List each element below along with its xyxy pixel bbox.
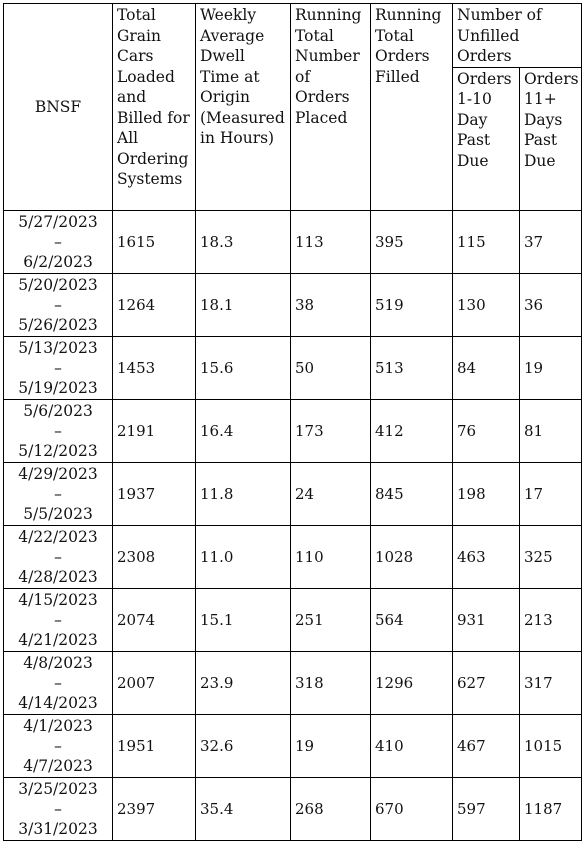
orders-filled-cell: 670 [371,777,453,840]
dwell-time-cell: 16.4 [196,399,291,462]
week-range-cell [4,399,113,462]
table-row [4,462,582,525]
orders-filled-cell: 564 [371,588,453,651]
orders-placed-cell: 251 [291,588,371,651]
week-range-cell [4,210,113,273]
week-range-cell [4,714,113,777]
week-end-date: 5/19/2023 [18,378,98,397]
date-separator: – [54,232,62,251]
dwell-time-cell: 35.4 [196,777,291,840]
date-separator: – [54,736,62,755]
orders-filled-cell: 395 [371,210,453,273]
unfilled-1-10-cell: 76 [453,399,520,462]
unfilled-1-10-header: Orders 1-10 Day Past Due [453,67,520,210]
unfilled-11-plus-cell: 1187 [520,777,582,840]
week-start-date: 4/15/2023 [18,590,98,609]
unfilled-11-plus-cell: 317 [520,651,582,714]
unfilled-1-10-cell: 198 [453,462,520,525]
table-body [4,210,582,840]
week-range-cell [4,588,113,651]
total-cars-cell: 1951 [113,714,196,777]
week-end-date: 4/28/2023 [18,567,98,586]
week-start-date: 5/13/2023 [18,338,98,357]
week-range-cell [4,525,113,588]
unfilled-11-plus-cell: 81 [520,399,582,462]
unfilled-1-10-cell: 931 [453,588,520,651]
dwell-time-cell: 18.3 [196,210,291,273]
orders-filled-cell: 513 [371,336,453,399]
total-cars-cell: 2308 [113,525,196,588]
week-end-date: 5/26/2023 [18,315,98,334]
date-separator: – [54,547,62,566]
orders-filled-cell: 1028 [371,525,453,588]
unfilled-11-plus-cell: 213 [520,588,582,651]
orders-filled-cell: 845 [371,462,453,525]
table-row [4,714,582,777]
total-cars-cell: 1615 [113,210,196,273]
table-row [4,525,582,588]
orders-placed-cell: 38 [291,273,371,336]
date-separator: – [54,295,62,314]
week-range-cell [4,777,113,840]
unfilled-1-10-cell: 597 [453,777,520,840]
total-cars-cell: 2397 [113,777,196,840]
unfilled-orders-header: Number of Unfilled Orders [453,4,582,68]
unfilled-1-10-cell: 467 [453,714,520,777]
unfilled-1-10-cell: 463 [453,525,520,588]
dwell-time-cell: 11.0 [196,525,291,588]
week-range-cell [4,462,113,525]
orders-filled-cell: 410 [371,714,453,777]
week-start-date: 5/27/2023 [18,212,98,231]
table-row [4,588,582,651]
date-separator: – [54,421,62,440]
unfilled-11-plus-cell: 17 [520,462,582,525]
bnsf-grain-car-table [3,3,582,841]
week-end-date: 3/31/2023 [18,819,98,838]
dwell-time-cell: 15.1 [196,588,291,651]
orders-filled-cell: 412 [371,399,453,462]
date-separator: – [54,358,62,377]
week-end-date: 4/14/2023 [18,693,98,712]
unfilled-1-10-cell: 84 [453,336,520,399]
dwell-time-cell: 32.6 [196,714,291,777]
table-row [4,210,582,273]
total-cars-header: Total Grain Cars Loaded and Billed for All Ordering Systems [113,4,196,211]
unfilled-1-10-cell: 627 [453,651,520,714]
unfilled-11-plus-cell: 36 [520,273,582,336]
unfilled-1-10-cell: 130 [453,273,520,336]
total-cars-cell: 2074 [113,588,196,651]
week-start-date: 5/6/2023 [23,401,93,420]
orders-filled-cell: 1296 [371,651,453,714]
week-start-date: 3/25/2023 [18,779,98,798]
week-start-date: 5/20/2023 [18,275,98,294]
table-row [4,399,582,462]
orders-filled-header: Running Total Orders Filled [371,4,453,211]
week-end-date: 6/2/2023 [23,252,93,271]
week-start-date: 4/29/2023 [18,464,98,483]
orders-placed-cell: 19 [291,714,371,777]
date-separator: – [54,484,62,503]
dwell-time-cell: 15.6 [196,336,291,399]
railroad-label: BNSF [4,4,113,211]
dwell-time-cell: 18.1 [196,273,291,336]
table-row [4,273,582,336]
date-separator: – [54,799,62,818]
unfilled-11-plus-header: Orders 11+ Days Past Due [520,67,582,210]
week-end-date: 4/21/2023 [18,630,98,649]
date-separator: – [54,673,62,692]
orders-placed-cell: 110 [291,525,371,588]
table-row [4,336,582,399]
total-cars-cell: 1264 [113,273,196,336]
total-cars-cell: 1453 [113,336,196,399]
week-range-cell [4,336,113,399]
table-row [4,651,582,714]
unfilled-11-plus-cell: 37 [520,210,582,273]
week-start-date: 4/22/2023 [18,527,98,546]
unfilled-1-10-cell: 115 [453,210,520,273]
week-start-date: 4/1/2023 [23,716,93,735]
dwell-time-header: Weekly Average Dwell Time at Origin (Measured in Hours) [196,4,291,211]
orders-filled-cell: 519 [371,273,453,336]
orders-placed-header: Running Total Number of Orders Placed [291,4,371,211]
date-separator: – [54,610,62,629]
orders-placed-cell: 318 [291,651,371,714]
week-end-date: 4/7/2023 [23,756,93,775]
total-cars-cell: 1937 [113,462,196,525]
total-cars-cell: 2191 [113,399,196,462]
week-end-date: 5/12/2023 [18,441,98,460]
dwell-time-cell: 23.9 [196,651,291,714]
orders-placed-cell: 50 [291,336,371,399]
unfilled-11-plus-cell: 325 [520,525,582,588]
orders-placed-cell: 113 [291,210,371,273]
orders-placed-cell: 268 [291,777,371,840]
unfilled-11-plus-cell: 19 [520,336,582,399]
week-start-date: 4/8/2023 [23,653,93,672]
orders-placed-cell: 24 [291,462,371,525]
week-range-cell [4,651,113,714]
week-range-cell [4,273,113,336]
header-row [4,4,582,68]
dwell-time-cell: 11.8 [196,462,291,525]
table-row [4,777,582,840]
week-end-date: 5/5/2023 [23,504,93,523]
total-cars-cell: 2007 [113,651,196,714]
unfilled-11-plus-cell: 1015 [520,714,582,777]
orders-placed-cell: 173 [291,399,371,462]
